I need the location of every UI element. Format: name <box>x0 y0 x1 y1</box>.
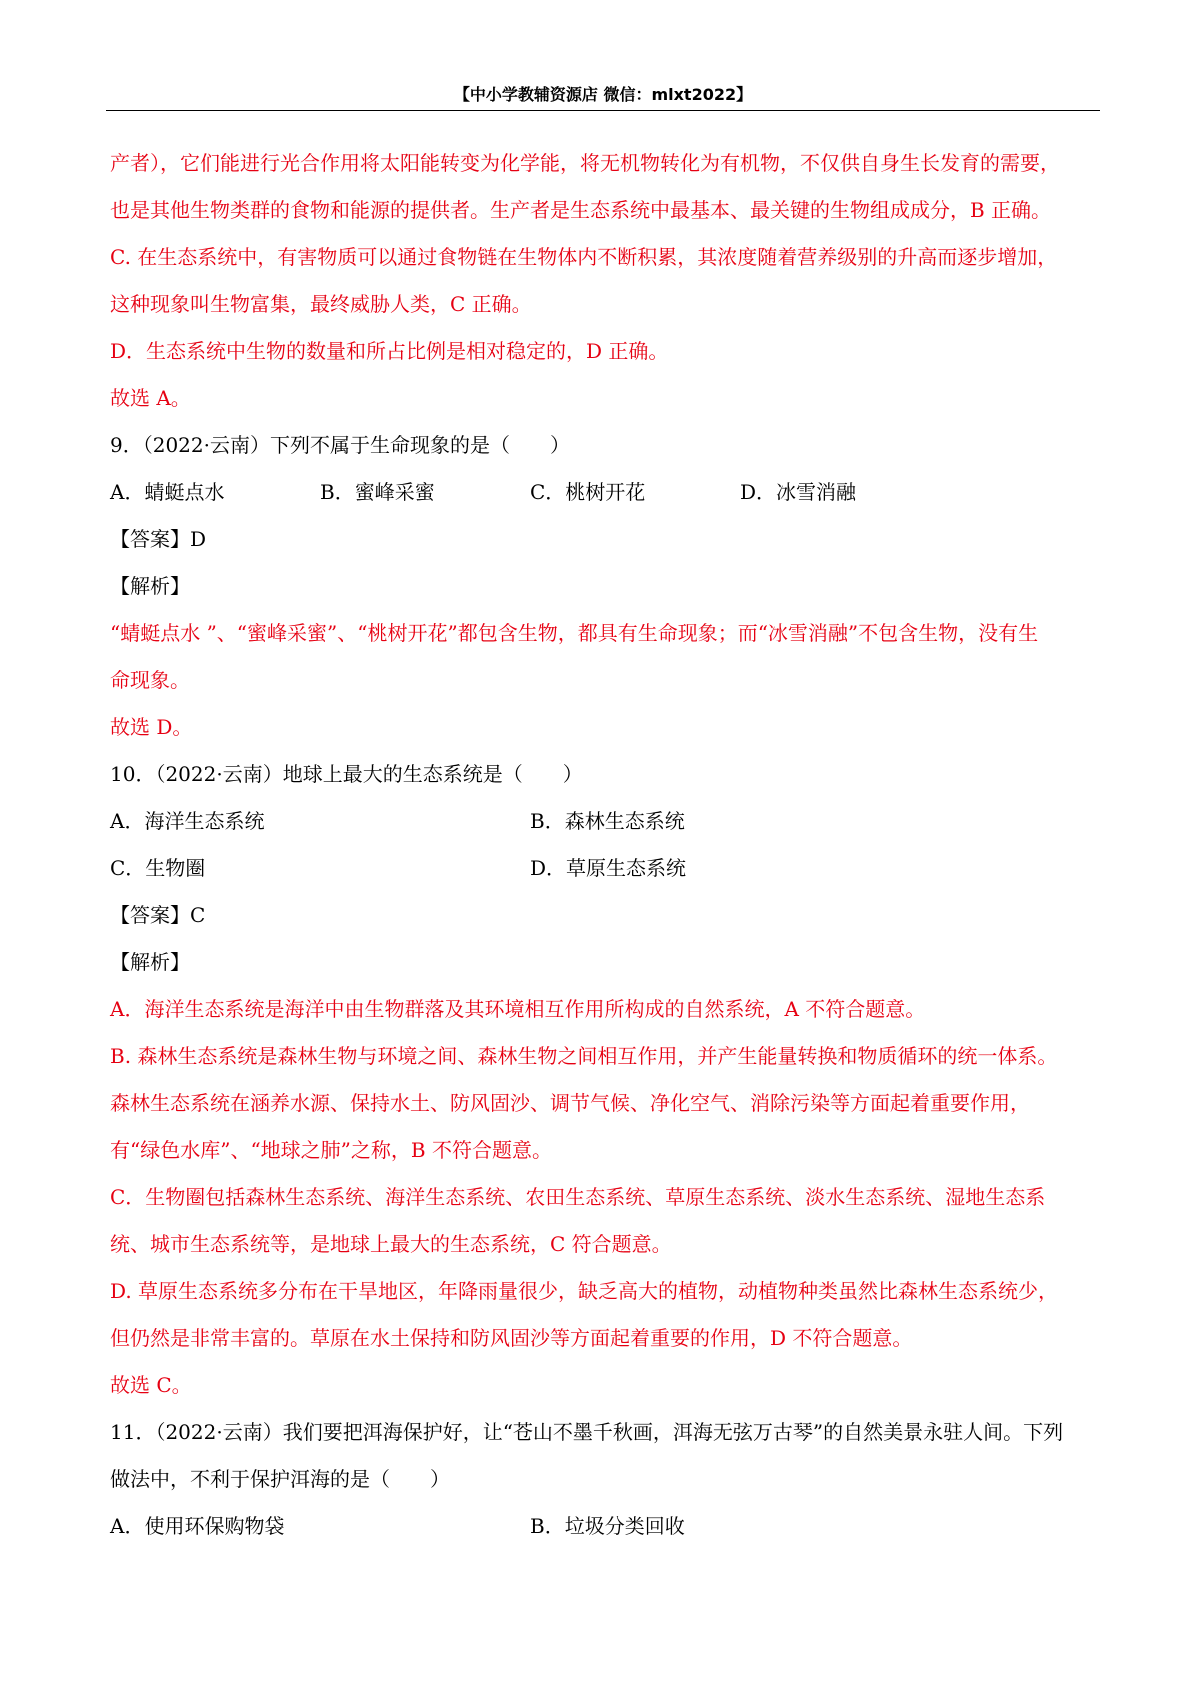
q9-conclusion: 故选 D。 <box>110 715 193 739</box>
q9-option-c: C．桃树开花 <box>530 480 646 504</box>
q9-stem: 9．（2022·云南）下列不属于生命现象的是（ ） <box>110 433 570 457</box>
q8-analysis-line: 产者），它们能进行光合作用将太阳能转变为化学能，将无机物转化为有机物，不仅供自身生长发育的需要， <box>110 151 1060 175</box>
q10-answer <box>110 902 1100 928</box>
q10-analysis-line: B. 森林生态系统是森林生物与环境之间、森林生物之间相互作用，并产生能量转换和物质循环的统一体系。 <box>110 1044 1058 1068</box>
q9-option-d: D．冰雪消融 <box>740 480 857 504</box>
q9-analysis-line: “蜻蜓点水 ”、“蜜峰采蜜”、“桃树开花”都包含生物，都具有生命现象；而“冰雪消融”不包含生物，没有生 <box>110 621 1039 645</box>
q9-analysis-line: 命现象。 <box>110 668 190 692</box>
answer-value: D <box>190 527 207 551</box>
q10-analysis-line: 森林生态系统在涵养水源、保持水土、防风固沙、调节气候、净化空气、消除污染等方面起着重要作用， <box>110 1091 1030 1115</box>
q10-option-d: D．草原生态系统 <box>530 856 687 880</box>
q9-option-a: A．蜻蜓点水 <box>110 480 225 504</box>
q8-conclusion: 故选 A。 <box>110 386 191 410</box>
q11-option-b: B．垃圾分类回收 <box>530 1514 685 1538</box>
q8-analysis-line: C. 在生态系统中，有害物质可以通过食物链在生物体内不断积累，其浓度随着营养级别的升高而逐步增加， <box>110 245 1058 269</box>
q10-analysis-line: D. 草原生态系统多分布在干旱地区，年降雨量很少，缺乏高大的植物，动植物种类虽然比森林生态系统少， <box>110 1279 1059 1303</box>
answer-tag: 【答案】 <box>110 527 190 551</box>
page-header: 【中小学教辅资源店 微信：mlxt2022】 <box>453 85 753 104</box>
q9-analysis-tag: 【解析】 <box>110 574 190 598</box>
answer-value: C <box>190 903 206 927</box>
q11-stem: 做法中，不利于保护洱海的是（ ） <box>110 1467 450 1491</box>
q8-analysis-line: 这种现象叫生物富集，最终威胁人类，C 正确。 <box>110 292 532 316</box>
q10-analysis-line: C．生物圈包括森林生态系统、海洋生态系统、农田生态系统、草原生态系统、淡水生态系统、湿地生态系 <box>110 1185 1046 1209</box>
header-divider <box>106 110 1100 111</box>
q8-analysis-line: 也是其他生物类群的食物和能源的提供者。生产者是生态系统中最基本、最关键的生物组成成分，B 正确。 <box>110 198 1052 222</box>
q10-analysis-line: 但仍然是非常丰富的。草原在水土保持和防风固沙等方面起着重要的作用，D 不符合题意。 <box>110 1326 913 1350</box>
answer-tag: 【答案】 <box>110 903 190 927</box>
q10-conclusion: 故选 C。 <box>110 1373 192 1397</box>
q10-stem: 10．（2022·云南）地球上最大的生态系统是（ ） <box>110 762 583 786</box>
q10-analysis-tag: 【解析】 <box>110 950 190 974</box>
q11-option-a: A．使用环保购物袋 <box>110 1514 285 1538</box>
page-content <box>110 150 1100 1560</box>
q10-options-row1 <box>110 808 1100 834</box>
q10-option-c: C．生物圈 <box>110 856 206 880</box>
q11-options-row1 <box>110 1513 1100 1539</box>
q8-analysis-line: D．生态系统中生物的数量和所占比例是相对稳定的，D 正确。 <box>110 339 669 363</box>
q10-option-a: A．海洋生态系统 <box>110 809 265 833</box>
q10-analysis-line: 统、城市生态系统等，是地球上最大的生态系统，C 符合题意。 <box>110 1232 672 1256</box>
q9-option-b: B．蜜峰采蜜 <box>320 480 435 504</box>
q10-options-row2 <box>110 855 1100 881</box>
q11-stem: 11．（2022·云南）我们要把洱海保护好，让“苍山不墨千秋画，洱海无弦万古琴”的自然美景永驻人间。下列 <box>110 1420 1064 1444</box>
q10-analysis-line: A．海洋生态系统是海洋中由生物群落及其环境相互作用所构成的自然系统，A 不符合题意。 <box>110 997 926 1021</box>
q9-options <box>110 479 1100 505</box>
q9-answer <box>110 526 1100 552</box>
q10-option-b: B．森林生态系统 <box>530 809 685 833</box>
q10-analysis-line: 有“绿色水库”、“地球之肺”之称，B 不符合题意。 <box>110 1138 552 1162</box>
